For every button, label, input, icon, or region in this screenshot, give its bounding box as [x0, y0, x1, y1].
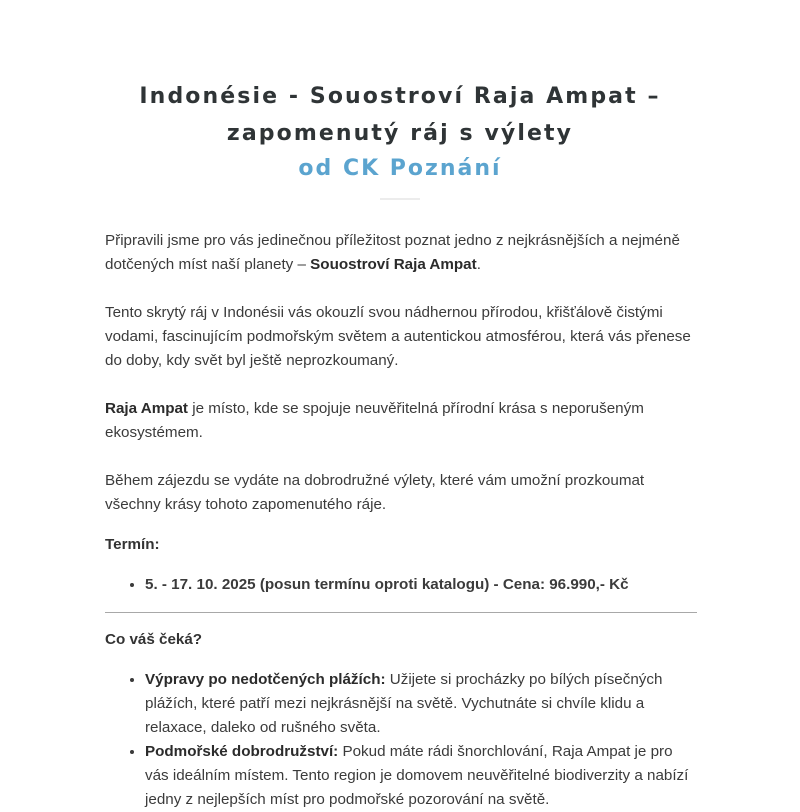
intro-paragraph-4: Během zájezdu se vydáte na dobrodružné výlety, které vám umožní prozkoumat všechny krásy tohoto zapomenutého ráje.	[105, 472, 645, 513]
list-item-text: Pokud máte rádi šnorchlování, Raja Ampat je pro vás ideálním místem. Tento region je domovem neuvěřitelné biodiverzity a nabízí jedny z nejlepších míst pro podmořské pozorování na světě.	[145, 743, 689, 808]
term-list	[105, 573, 697, 597]
intro-p1-end: .	[476, 256, 481, 273]
intro-p1-text: Připravili jsme pro vás jedinečnou příležitost poznat jedno z nejkrásnějších a nejméně dotčených míst naší planety –	[105, 232, 680, 273]
list-item-title: Podmořské dobrodružství:	[145, 743, 339, 760]
list-item	[145, 740, 697, 812]
title-line-1: Indonésie - Souostroví Raja Ampat –	[139, 84, 661, 109]
header	[0, 78, 800, 200]
page-subtitle: od CK Poznání	[298, 156, 502, 181]
expect-list	[105, 668, 697, 812]
list-item	[145, 668, 697, 740]
page-title	[0, 78, 800, 152]
title-line-2: zapomenutý ráj s výlety	[226, 121, 574, 146]
title-underline	[380, 198, 420, 200]
divider	[105, 612, 697, 613]
intro-paragraph-2: Tento skrytý ráj v Indonésii vás okouzlí svou nádhernou přírodou, křišťálově čistými vodami, fascinujícím podmořským světem a autentickou atmosférou, která vás přenese do doby, kdy svět byl ještě neprozkoumaný.	[105, 304, 691, 369]
expect-label: Co váš čeká?	[105, 631, 203, 648]
intro-p3-text: je místo, kde se spojuje neuvěřitelná přírodní krása s neporušeným ekosystémem.	[105, 400, 644, 441]
list-item-title: Výpravy po nedotčených plážích:	[145, 671, 386, 688]
article-content	[105, 229, 697, 812]
intro-p1-bold: Souostroví Raja Ampat	[310, 256, 477, 273]
intro-p3-bold: Raja Ampat	[105, 400, 188, 417]
term-label: Termín:	[105, 536, 160, 553]
term-item: • 5. - 17. 10. 2025 (posun termínu oproti katalogu) - Cena: 96.990,- Kč	[145, 573, 697, 597]
intro-paragraph-1	[105, 229, 697, 277]
list-item-text: Užijete si procházky po bílých písečných plážích, které patří mezi nejkrásnější na světě. Vychutnáte si chvíle klidu a relaxace, daleko od rušného světa.	[145, 671, 663, 736]
intro-paragraph-3	[105, 397, 697, 445]
